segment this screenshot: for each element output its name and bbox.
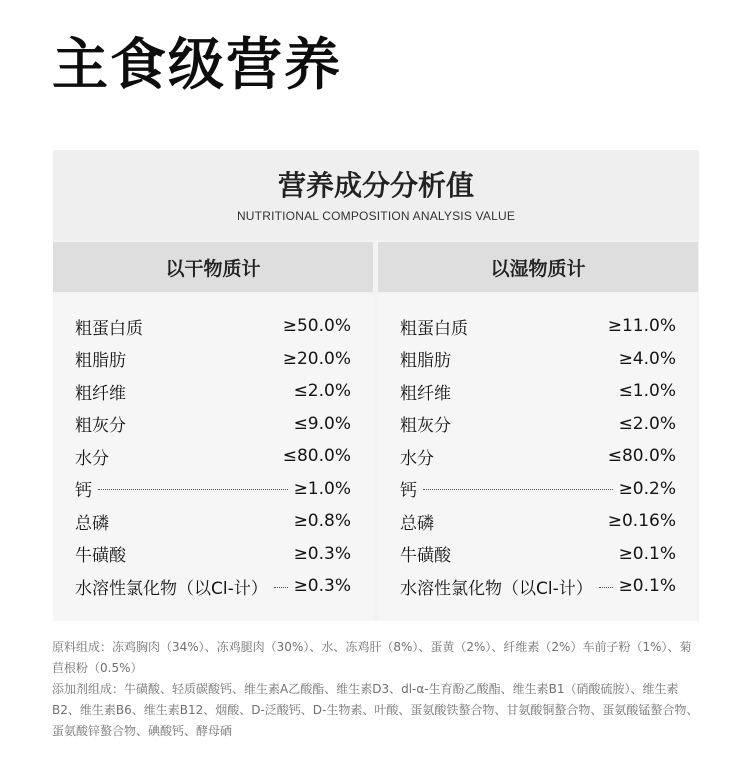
nutrient-label: 粗蛋白质 (75, 318, 143, 339)
nutrient-row (400, 473, 676, 505)
card-title: 营养成分分析值 (277, 169, 474, 202)
card-subtitle: NUTRITIONAL COMPOSITION ANALYSIS VALUE (236, 209, 516, 223)
nutrient-label: 总磷 (75, 513, 109, 534)
dot-leader (423, 489, 613, 490)
nutrient-label: 水分 (400, 448, 434, 469)
nutrient-value: ≥0.16% (607, 511, 676, 531)
nutrient-row (75, 343, 351, 375)
dot-leader (132, 390, 288, 392)
dot-leader (132, 423, 288, 425)
nutrient-label: 粗脂肪 (400, 351, 451, 371)
column-wet (378, 294, 698, 621)
nutrient-row (75, 408, 351, 440)
nutrient-row (400, 343, 676, 375)
dot-leader (457, 423, 613, 425)
nutrient-row (75, 440, 351, 472)
card-header (53, 150, 699, 240)
additives-text: 添加剂组成：牛磺酸、轻质碳酸钙、维生素A乙酸酯、维生素D3、dl-α-生育酚乙酸酯、维生素B1（硝酸硫胺）、维生素B2、维生素B6、维生素B12、烟酸、D-泛酸钙、D-生物素、叶酸、蛋氨酸铁螯合物、甘氨酸铜螯合物、蛋氨酸锰螯合物、蛋氨酸锌螯合物、碘酸钙、酵母硒 (52, 682, 699, 738)
nutrient-value: ≥20.0% (282, 348, 351, 369)
page-title: 主食级营养 (52, 33, 342, 98)
nutrient-label: 粗灰分 (400, 416, 451, 436)
nutrient-label: 粗蛋白质 (400, 318, 468, 339)
dot-leader (115, 520, 288, 522)
nutrient-row (400, 538, 676, 570)
nutrient-row (400, 570, 676, 602)
nutrient-row (75, 310, 351, 342)
dot-leader (440, 520, 602, 522)
nutrient-row (400, 408, 676, 440)
nutrient-label: 总磷 (400, 513, 434, 534)
nutrient-label: 牛磺酸 (400, 546, 451, 566)
dot-leader (149, 325, 277, 327)
ingredient-notes (52, 637, 702, 742)
dot-leader (115, 455, 277, 457)
nutrient-row (400, 375, 676, 407)
nutrient-row (75, 570, 351, 602)
nutrient-row (75, 505, 351, 537)
nutrition-card (53, 150, 699, 621)
nutrient-label: 水溶性氯化物（以Cl-计） (75, 578, 268, 599)
nutrient-value: ≤9.0% (293, 413, 351, 434)
nutrient-value: ≥1.0% (293, 478, 351, 499)
nutrient-row (75, 473, 351, 505)
dot-leader (457, 358, 613, 360)
nutrient-label: 粗脂肪 (75, 351, 126, 371)
dot-leader (474, 325, 602, 327)
dot-leader (599, 587, 613, 588)
column-heading-wet: 以湿物质计 (378, 242, 698, 292)
dot-leader (457, 390, 613, 392)
nutrient-value: ≤1.0% (618, 381, 676, 401)
nutrient-label: 粗灰分 (75, 416, 126, 436)
nutrient-value: ≥0.3% (293, 576, 351, 596)
nutrient-value: ≥11.0% (607, 316, 676, 336)
nutrient-row (400, 310, 676, 342)
nutrient-value: ≥0.3% (293, 543, 351, 564)
dot-leader (132, 358, 277, 360)
dot-leader (274, 587, 288, 588)
nutrient-value: ≥50.0% (282, 316, 351, 336)
nutrient-row (400, 440, 676, 472)
nutrient-value: ≥0.2% (618, 478, 676, 499)
nutrient-row (75, 538, 351, 570)
nutrient-label: 粗纤维 (75, 383, 126, 404)
nutrient-label: 粗纤维 (400, 383, 451, 404)
nutrient-label: 钙 (400, 481, 417, 501)
ingredients-text: 原料组成：冻鸡胸肉（34%）、冻鸡腿肉（30%）、水、冻鸡肝（8%）、蛋黄（2%）、纤维素（2%）车前子粉（1%）、菊苣根粉（0.5%） (52, 640, 692, 675)
nutrient-value: ≥0.1% (618, 576, 676, 596)
nutrient-label: 水分 (75, 448, 109, 469)
dot-leader (98, 489, 288, 490)
nutrient-value: ≥4.0% (618, 348, 676, 369)
dot-leader (132, 553, 288, 555)
nutrient-label: 钙 (75, 481, 92, 501)
dot-leader (457, 553, 613, 555)
nutrient-value: ≤2.0% (293, 381, 351, 401)
nutrient-row (400, 505, 676, 537)
nutrient-value: ≤80.0% (607, 446, 676, 466)
nutrient-value: ≥0.8% (293, 511, 351, 531)
dot-leader (440, 455, 602, 457)
nutrient-label: 水溶性氯化物（以Cl-计） (400, 578, 593, 599)
nutrient-label: 牛磺酸 (75, 546, 126, 566)
nutrient-value: ≤80.0% (282, 446, 351, 466)
column-dry (53, 294, 373, 621)
nutrient-value: ≤2.0% (618, 413, 676, 434)
column-heading-dry: 以干物质计 (53, 242, 373, 292)
nutrient-value: ≥0.1% (618, 543, 676, 564)
nutrient-row (75, 375, 351, 407)
